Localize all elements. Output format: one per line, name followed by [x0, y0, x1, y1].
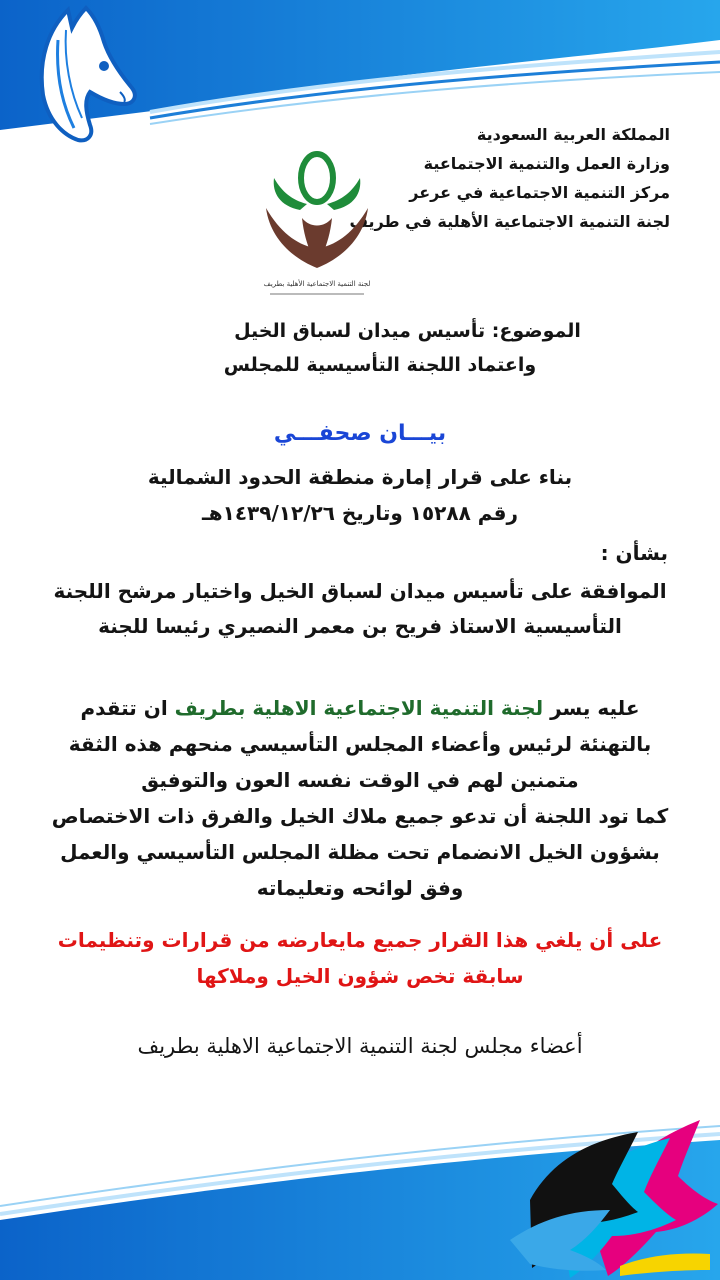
committee-logo — [262, 148, 372, 308]
signature: أعضاء مجلس لجنة التنمية الاجتماعية الاهلية بطريف — [137, 1034, 583, 1058]
body-line-1-end: ان تتقدم — [80, 696, 168, 720]
subject-line-2: واعتماد اللجنة التأسيسية للمجلس — [223, 354, 537, 376]
body-line-4: كما تود اللجنة أن تدعو جميع ملاك الخيل والفرق ذات الاختصاص — [51, 804, 669, 828]
body-line-5: بشؤون الخيل الانضمام تحت مظلة المجلس التأسيسي والعمل — [60, 840, 660, 864]
decision-line-1: بناء على قرار إمارة منطقة الحدود الشمالية — [147, 465, 573, 489]
concern-block — [0, 574, 720, 644]
subject-line-1: الموضوع: تأسيس ميدان لسباق الخيل — [234, 320, 581, 342]
body-line-1-start: عليه يسر — [550, 696, 640, 720]
header-committee: لجنة التنمية الاجتماعية الأهلية في طريف — [349, 212, 670, 231]
header-ministry: وزارة العمل والتنمية الاجتماعية — [423, 154, 670, 173]
body-block — [0, 690, 720, 906]
body-line-6: وفق لوائحه وتعليماته — [256, 876, 464, 900]
press-release-title: بيـــان صحفـــي — [273, 421, 447, 446]
header-block — [349, 120, 670, 236]
concern-line-1: الموافقة على تأسيس ميدان لسباق الخيل واختيار مرشح اللجنة — [53, 579, 667, 603]
notice-block — [0, 922, 720, 994]
header-country: المملكة العربية السعودية — [476, 125, 670, 144]
notice-line-1: على أن يلغي هذا القرار جميع مايعارضه من قرارات وتنظيمات — [57, 928, 663, 952]
body-line-3: متمنين لهم في الوقت نفسه العون والتوفيق — [141, 768, 579, 792]
header-center: مركز التنمية الاجتماعية في عرعر — [409, 183, 670, 202]
decision-reference — [0, 459, 720, 531]
logo-caption: لجنة التنمية الاجتماعية الأهلية بطريف — [263, 280, 371, 288]
body-line-1 — [0, 690, 720, 726]
body-line-2: بالتهنئة لرئيس وأعضاء المجلس التأسيسي منحهم هذه الثقة — [68, 732, 652, 756]
concern-label: بشأن : — [600, 541, 668, 565]
notice-line-2: سابقة تخص شؤون الخيل وملاكها — [196, 964, 524, 988]
committee-name: لجنة التنمية الاجتماعية الاهلية بطريف — [174, 696, 544, 720]
subject-block — [0, 314, 720, 382]
horse-head-icon — [8, 0, 158, 160]
running-horses-icon — [470, 1080, 720, 1280]
concern-line-2: التأسيسية الاستاذ فريح بن معمر النصيري رئيسا للجنة — [98, 614, 622, 638]
decision-line-2: رقم ١٥٢٨٨ وتاريخ ١٤٣٩/١٢/٢٦هـ — [201, 501, 519, 525]
